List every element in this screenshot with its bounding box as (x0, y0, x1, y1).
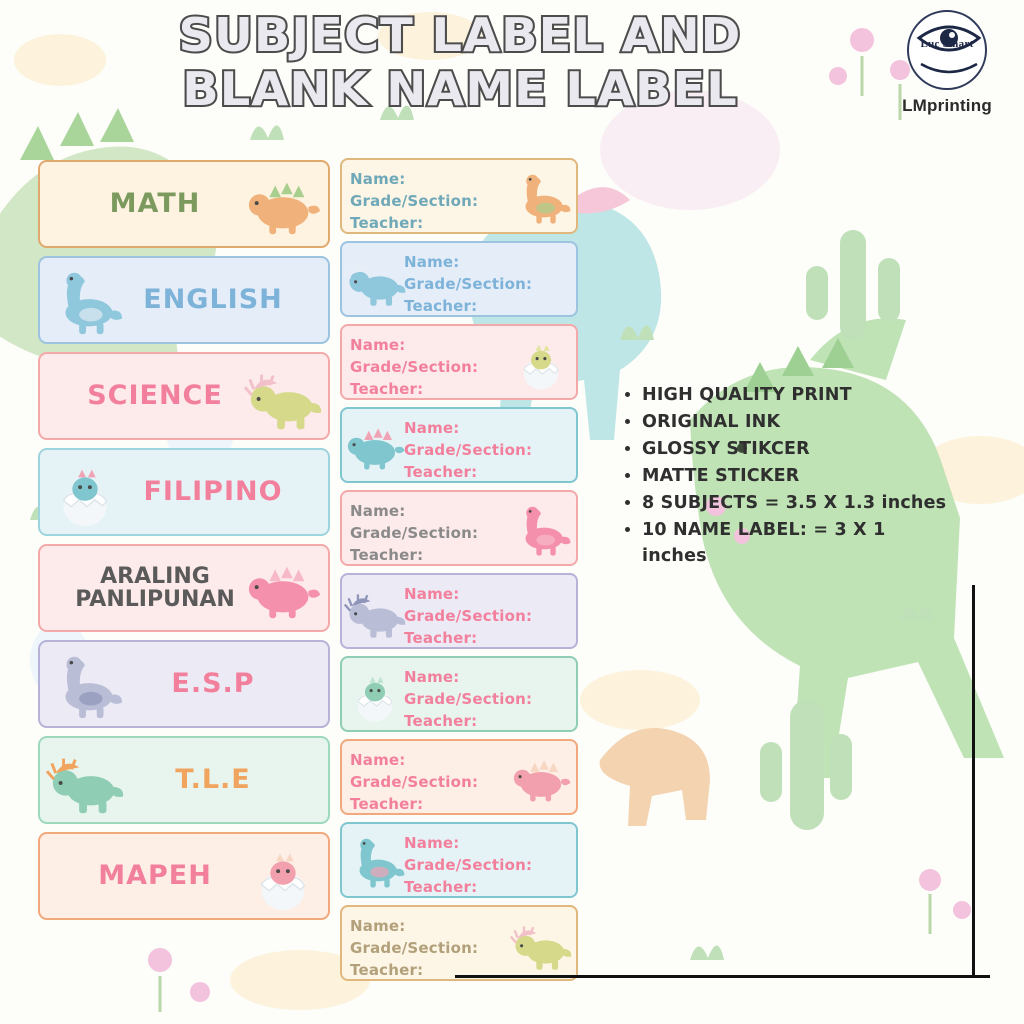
name-label-field-l2: Grade/Section: (404, 607, 533, 625)
name-label-fields (404, 832, 576, 898)
page-title-line-1: SUBJECT LABEL AND (178, 8, 742, 62)
subject-label-text: MATH (109, 187, 201, 219)
name-label-fields (404, 666, 576, 732)
name-label-fields (350, 334, 576, 400)
decorative-vertical-line (972, 585, 975, 977)
name-label-field-l2: Grade/Section: (350, 939, 479, 957)
name-label-field-l3: Teacher: (350, 795, 424, 813)
dinosaur-icon (244, 171, 322, 241)
name-label-card[interactable] (340, 905, 578, 981)
name-label-field-l2: Grade/Section: (350, 358, 479, 376)
subject-label-text: MAPEH (98, 859, 212, 891)
subject-label-card[interactable] (38, 832, 330, 920)
name-label-fields (350, 749, 576, 815)
name-label-field-l2: Grade/Section: (404, 856, 533, 874)
name-label-field-l1: Name: (350, 917, 406, 935)
subject-label-card[interactable] (38, 256, 330, 344)
name-label-field-l3: Teacher: (404, 463, 478, 481)
name-label-field-l1: Name: (404, 834, 460, 852)
subject-label-card[interactable] (38, 352, 330, 440)
name-label-field-l3: Teacher: (350, 380, 424, 398)
subject-label-text: FILIPINO (143, 475, 283, 507)
logo-caption: LMprinting (902, 96, 992, 115)
name-label-field-l3: Teacher: (404, 712, 478, 730)
dinosaur-icon (344, 252, 406, 310)
name-label-field-l3: Teacher: (404, 297, 478, 315)
name-label-field-l3: Teacher: (350, 214, 424, 232)
dinosaur-icon (46, 747, 124, 817)
dinosaur-icon (244, 843, 322, 913)
features-bullets (620, 382, 950, 569)
feature-item: • HIGH QUALITY PRINT (642, 382, 950, 408)
dinosaur-icon (344, 418, 406, 476)
name-label-field-l1: Name: (404, 668, 460, 686)
name-label-fields (404, 251, 576, 317)
subject-label-card[interactable] (38, 448, 330, 536)
features-list (620, 382, 950, 570)
name-label-fields (404, 417, 576, 483)
dinosaur-icon (244, 555, 322, 625)
brand-logo (888, 10, 1006, 116)
feature-item: • 8 SUBJECTS = 3.5 X 1.3 inches (642, 490, 950, 516)
name-label-field-l2: Grade/Section: (404, 441, 533, 459)
name-label-field-l1: Name: (404, 419, 460, 437)
feature-item: • MATTE STICKER (642, 463, 950, 489)
feature-item: • ORIGINAL INK (642, 409, 950, 435)
name-label-field-l2: Grade/Section: (404, 275, 533, 293)
feature-item: • 10 NAME LABEL: = 3 X 1 inches (642, 517, 950, 569)
name-label-fields (350, 915, 576, 981)
subject-label-card[interactable] (38, 160, 330, 248)
name-label-field-l1: Name: (404, 585, 460, 603)
eye-logo-icon (907, 10, 987, 90)
name-label-field-l1: Name: (350, 170, 406, 188)
feature-item: • GLOSSY STIKCER (642, 436, 950, 462)
name-label-list (340, 158, 578, 988)
subject-label-card[interactable] (38, 640, 330, 728)
name-label-field-l3: Teacher: (404, 878, 478, 896)
name-label-card[interactable] (340, 656, 578, 732)
logo-mark-text: Luc Smart (920, 38, 974, 50)
name-label-card[interactable] (340, 158, 578, 234)
name-label-fields (404, 583, 576, 649)
name-label-card[interactable] (340, 573, 578, 649)
dinosaur-icon (46, 459, 124, 529)
name-label-field-l1: Name: (350, 751, 406, 769)
name-label-field-l2: Grade/Section: (350, 192, 479, 210)
name-label-card[interactable] (340, 739, 578, 815)
name-label-card[interactable] (340, 822, 578, 898)
subject-label-text: T.L.E (175, 763, 251, 795)
name-label-field-l1: Name: (350, 336, 406, 354)
dinosaur-icon (344, 833, 406, 891)
name-label-field-l2: Grade/Section: (350, 524, 479, 542)
dinosaur-icon (344, 584, 406, 642)
name-label-card[interactable] (340, 407, 578, 483)
dinosaur-icon (244, 363, 322, 433)
name-label-field-l3: Teacher: (350, 546, 424, 564)
name-label-field-l1: Name: (350, 502, 406, 520)
subject-label-text: ARALING PANLIPUNAN (75, 563, 235, 612)
dinosaur-icon (344, 667, 406, 725)
name-label-field-l1: Name: (404, 253, 460, 271)
subject-label-card[interactable] (38, 544, 330, 632)
page-title (90, 8, 830, 116)
name-label-field-l2: Grade/Section: (404, 690, 533, 708)
page-title-line-2: BLANK NAME LABEL (182, 62, 738, 116)
name-label-field-l2: Grade/Section: (350, 773, 479, 791)
name-label-card[interactable] (340, 241, 578, 317)
dinosaur-icon (46, 267, 124, 337)
subject-label-list (38, 160, 330, 928)
subject-label-text: ENGLISH (143, 283, 283, 315)
name-label-fields (350, 500, 576, 566)
name-label-fields (350, 168, 576, 234)
dinosaur-icon (46, 651, 124, 721)
name-label-card[interactable] (340, 490, 578, 566)
subject-label-text: SCIENCE (87, 379, 223, 411)
name-label-card[interactable] (340, 324, 578, 400)
subject-label-card[interactable] (38, 736, 330, 824)
name-label-field-l3: Teacher: (404, 629, 478, 647)
name-label-field-l3: Teacher: (350, 961, 424, 979)
subject-label-text: E.S.P (171, 667, 255, 699)
